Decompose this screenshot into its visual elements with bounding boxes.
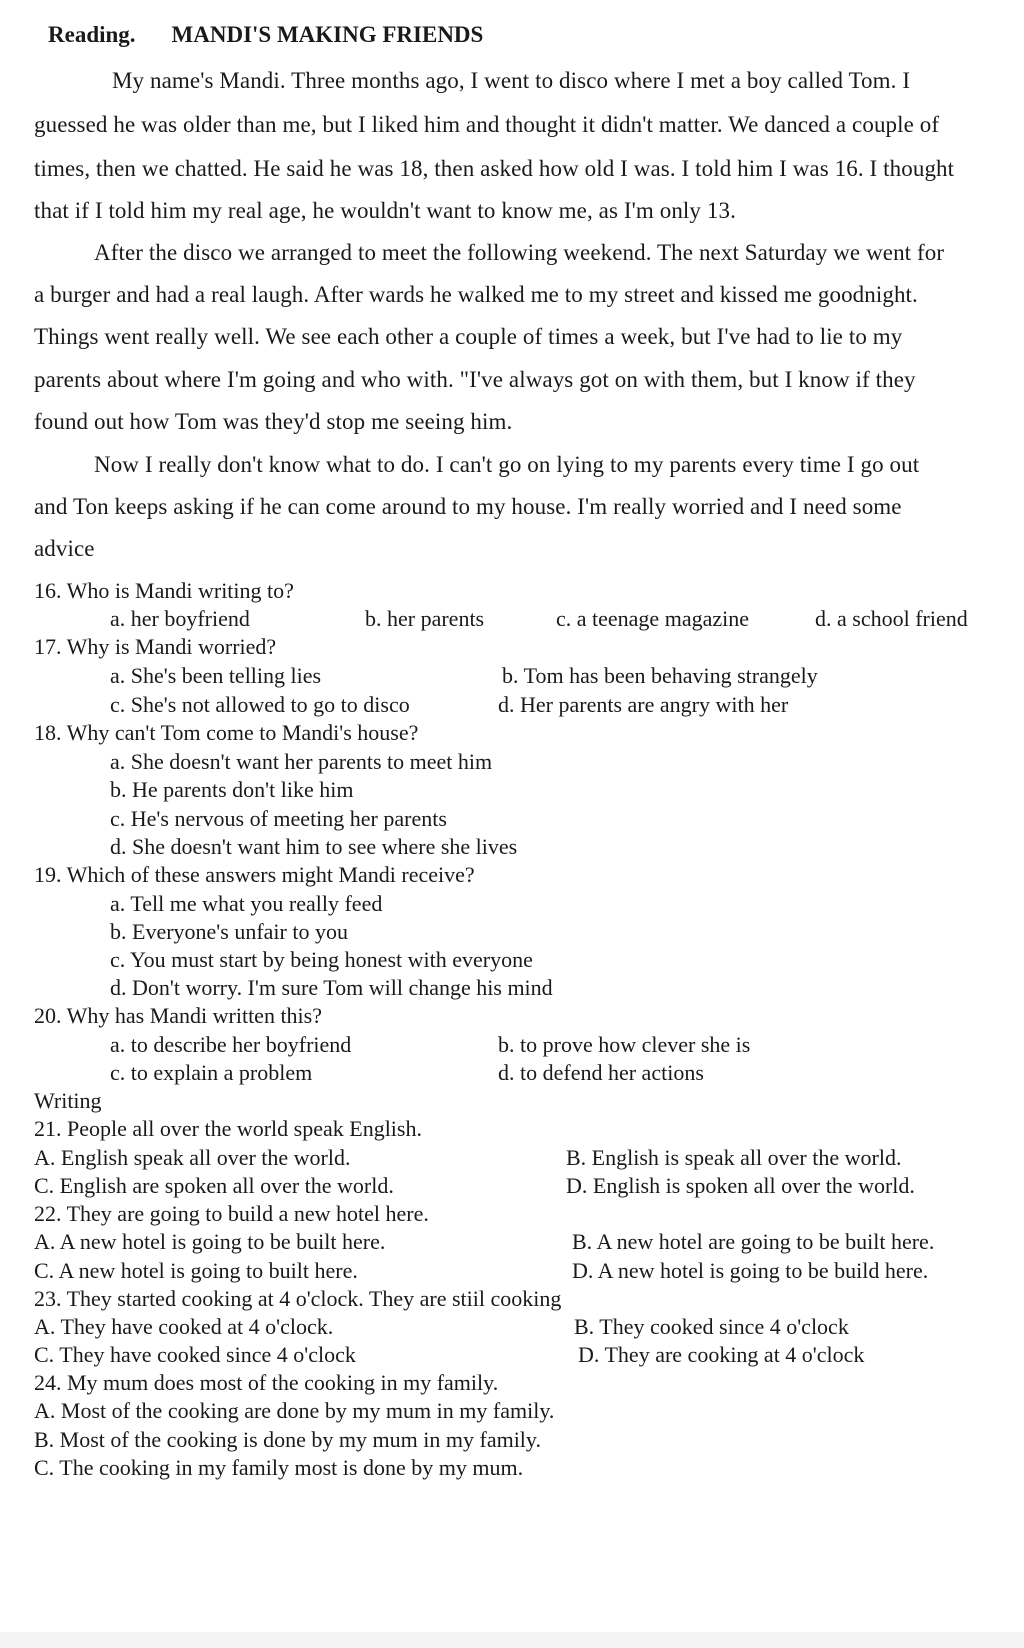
answer-option: B. A new hotel are going to be built here.	[572, 1229, 935, 1254]
answer-option: A. A new hotel is going to be built here.	[34, 1229, 386, 1254]
question-stem: 19. Which of these answers might Mandi receive?	[34, 862, 475, 887]
answer-option: c. You must start by being honest with everyone	[110, 947, 533, 972]
answer-option: d. a school friend	[815, 606, 968, 631]
passage-line: Now I really don't know what to do. I can't go on lying to my parents every time I go out	[94, 452, 920, 477]
answer-option: a. She's been telling lies	[110, 663, 322, 688]
answer-option: C. A new hotel is going to built here.	[34, 1258, 358, 1283]
answer-option: b. Tom has been behaving strangely	[502, 663, 818, 688]
answer-option: B. They cooked since 4 o'clock	[574, 1314, 849, 1339]
answer-option: B. English is speak all over the world.	[566, 1145, 902, 1170]
answer-option: c. He's nervous of meeting her parents	[110, 806, 447, 831]
answer-option: C. The cooking in my family most is done by my mum.	[34, 1455, 524, 1480]
answer-option: c. a teenage magazine	[556, 606, 749, 631]
passage-line: parents about where I'm going and who with. "I've always got on with them, but I know if they	[34, 367, 916, 392]
answer-option: C. English are spoken all over the world.	[34, 1173, 394, 1198]
page-bottom-edge	[0, 1632, 1024, 1648]
answer-option: D. They are cooking at 4 o'clock	[578, 1342, 865, 1367]
answer-option: d. Her parents are angry with her	[498, 692, 789, 717]
answer-option: a. Tell me what you really feed	[110, 891, 383, 916]
answer-option: d. She doesn't want him to see where she lives	[110, 834, 518, 859]
question-stem: 16. Who is Mandi writing to?	[34, 578, 294, 603]
question-stem: 23. They started cooking at 4 o'clock. They are stiil cooking	[34, 1286, 562, 1311]
answer-option: a. She doesn't want her parents to meet him	[110, 749, 493, 774]
reading-header	[48, 22, 483, 48]
answer-option: B. Most of the cooking is done by my mum in my family.	[34, 1427, 541, 1452]
answer-option: d. Don't worry. I'm sure Tom will change his mind	[110, 975, 553, 1000]
writing-heading: Writing	[34, 1088, 102, 1113]
answer-option: a. to describe her boyfriend	[110, 1032, 352, 1057]
question-stem: 22. They are going to build a new hotel here.	[34, 1201, 429, 1226]
passage-line: advice	[34, 536, 95, 561]
answer-option: b. Everyone's unfair to you	[110, 919, 348, 944]
answer-option: b. He parents don't like him	[110, 777, 354, 802]
answer-option: a. her boyfriend	[110, 606, 250, 631]
answer-option: A. English speak all over the world.	[34, 1145, 351, 1170]
answer-option: A. They have cooked at 4 o'clock.	[34, 1314, 334, 1339]
question-stem: 21. People all over the world speak English.	[34, 1116, 422, 1141]
passage-line: times, then we chatted. He said he was 18, then asked how old I was. I told him I was 16. I thought	[34, 156, 955, 181]
passage-line: After the disco we arranged to meet the following weekend. The next Saturday we went for	[94, 240, 945, 265]
answer-option: d. to defend her actions	[498, 1060, 704, 1085]
answer-option: c. She's not allowed to go to disco	[110, 692, 410, 717]
passage-line: found out how Tom was they'd stop me seeing him.	[34, 409, 513, 434]
answer-option: c. to explain a problem	[110, 1060, 313, 1085]
question-stem: 20. Why has Mandi written this?	[34, 1003, 322, 1028]
passage-line: a burger and had a real laugh. After wards he walked me to my street and kissed me goodnight.	[34, 282, 918, 307]
answer-option: D. English is spoken all over the world.	[566, 1173, 915, 1198]
passage-line: guessed he was older than me, but I liked him and thought it didn't matter. We danced a couple of	[34, 112, 940, 137]
answer-option: D. A new hotel is going to be build here.	[572, 1258, 929, 1283]
answer-option: b. to prove how clever she is	[498, 1032, 751, 1057]
question-stem: 17. Why is Mandi worried?	[34, 634, 277, 659]
section-label: Reading.	[48, 22, 136, 47]
question-stem: 18. Why can't Tom come to Mandi's house?	[34, 720, 419, 745]
passage-line: Things went really well. We see each other a couple of times a week, but I've had to lie to my	[34, 324, 903, 349]
question-stem: 24. My mum does most of the cooking in my family.	[34, 1370, 499, 1395]
passage-line: My name's Mandi. Three months ago, I went to disco where I met a boy called Tom. I	[112, 68, 911, 93]
answer-option: A. Most of the cooking are done by my mum in my family.	[34, 1398, 555, 1423]
passage-line: that if I told him my real age, he wouldn't want to know me, as I'm only 13.	[34, 198, 736, 223]
story-title: MANDI'S MAKING FRIENDS	[171, 22, 484, 47]
passage-line: and Ton keeps asking if he can come around to my house. I'm really worried and I need some	[34, 494, 902, 519]
answer-option: b. her parents	[365, 606, 485, 631]
answer-option: C. They have cooked since 4 o'clock	[34, 1342, 356, 1367]
